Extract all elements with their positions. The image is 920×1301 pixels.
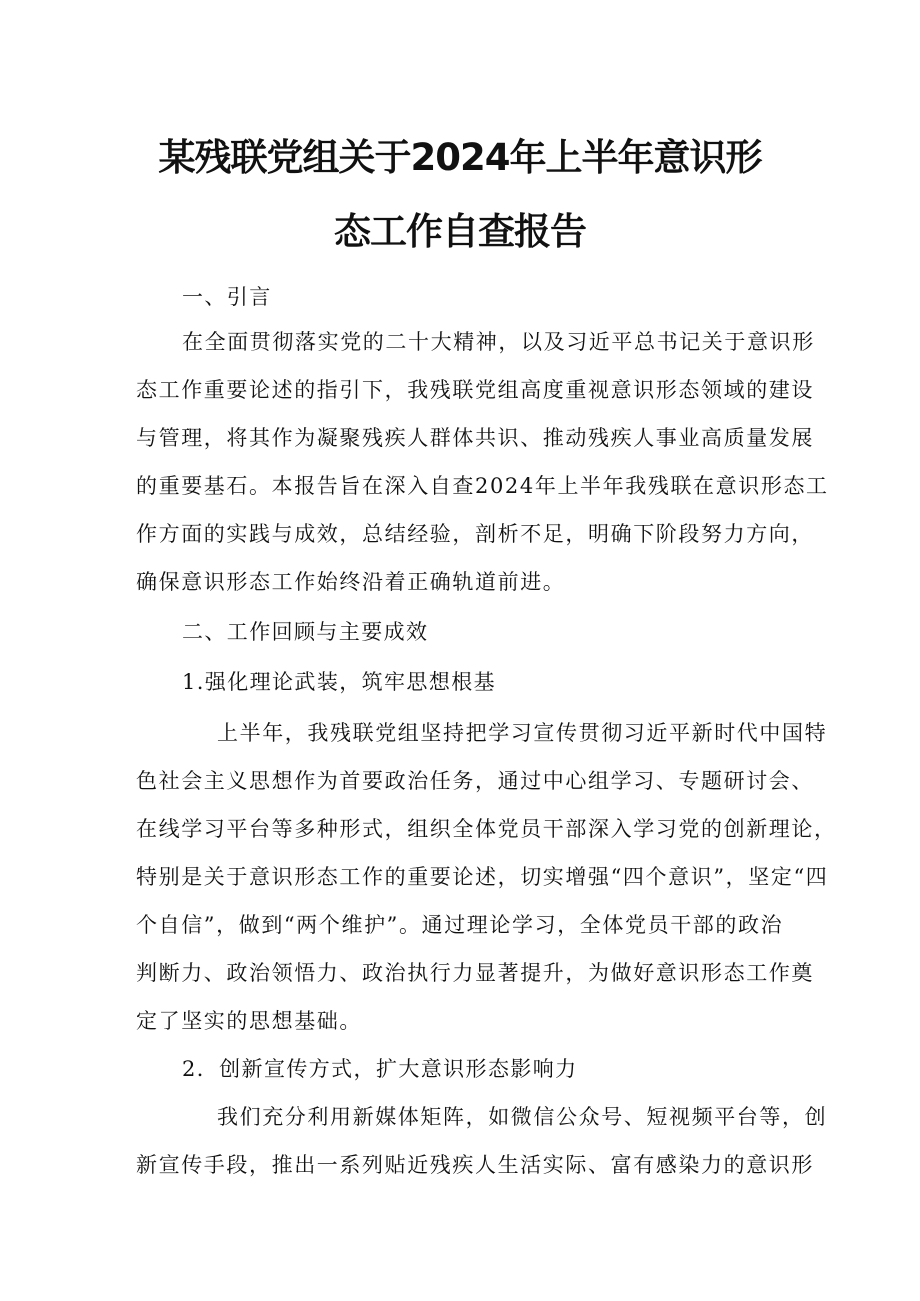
paragraph-line: 与管理，将其作为凝聚残疾人群体共识、推动残疾人事业高质量发展 <box>136 426 814 450</box>
paragraph-line: 确保意识形态工作始终沿着正确轨道前进。 <box>136 570 566 594</box>
paragraph-line: 新宣传手段，推出一系列贴近残疾人生活实际、富有感染力的意识形 <box>136 1153 814 1177</box>
paragraph-line: 色社会主义思想作为首要政治任务，通过中心组学习、专题研讨会、 <box>136 769 814 793</box>
paragraph-line: 特别是关于意识形态工作的重要论述，切实增强“四个意识”，坚定“四 <box>136 865 829 889</box>
paragraph-line: 定了坚实的思想基础。 <box>136 1009 362 1033</box>
paragraph-line: 判断力、政治领悟力、政治执行力显著提升，为做好意识形态工作奠 <box>136 961 814 985</box>
paragraph-line: 在全面贯彻落实党的二十大精神，以及习近平总书记关于意识形 <box>182 330 815 354</box>
paragraph-line: 的重要基石。本报告旨在深入自查2024年上半年我残联在意识形态工 <box>136 474 829 498</box>
section-heading-review: 二、工作回顾与主要成效 <box>182 620 429 644</box>
paragraph-line: 个自信”，做到“两个维护”。通过理论学习，全体党员干部的政治 <box>136 913 784 937</box>
document-title-line-2: 态工作自查报告 <box>334 210 586 253</box>
paragraph-line: 上半年，我残联党组坚持把学习宣传贯彻习近平新时代中国特 <box>217 721 828 745</box>
paragraph-line: 我们充分利用新媒体矩阵，如微信公众号、短视频平台等，创 <box>217 1105 828 1129</box>
paragraph-line: 态工作重要论述的指引下，我残联党组高度重视意识形态领域的建设 <box>136 378 814 402</box>
paragraph-line: 作方面的实践与成效，总结经验，剖析不足，明确下阶段努力方向， <box>136 522 814 546</box>
subsection-heading-2: 2．创新宣传方式，扩大意识形态影响力 <box>182 1057 578 1081</box>
subsection-heading-1: 1.强化理论武装，筑牢思想根基 <box>182 670 497 694</box>
document-title-line-1: 某残联党组关于2024年上半年意识形 <box>158 136 762 179</box>
paragraph-line: 在线学习平台等多种形式，组织全体党员干部深入学习党的创新理论， <box>136 817 837 841</box>
section-heading-intro: 一、引言 <box>182 285 272 309</box>
